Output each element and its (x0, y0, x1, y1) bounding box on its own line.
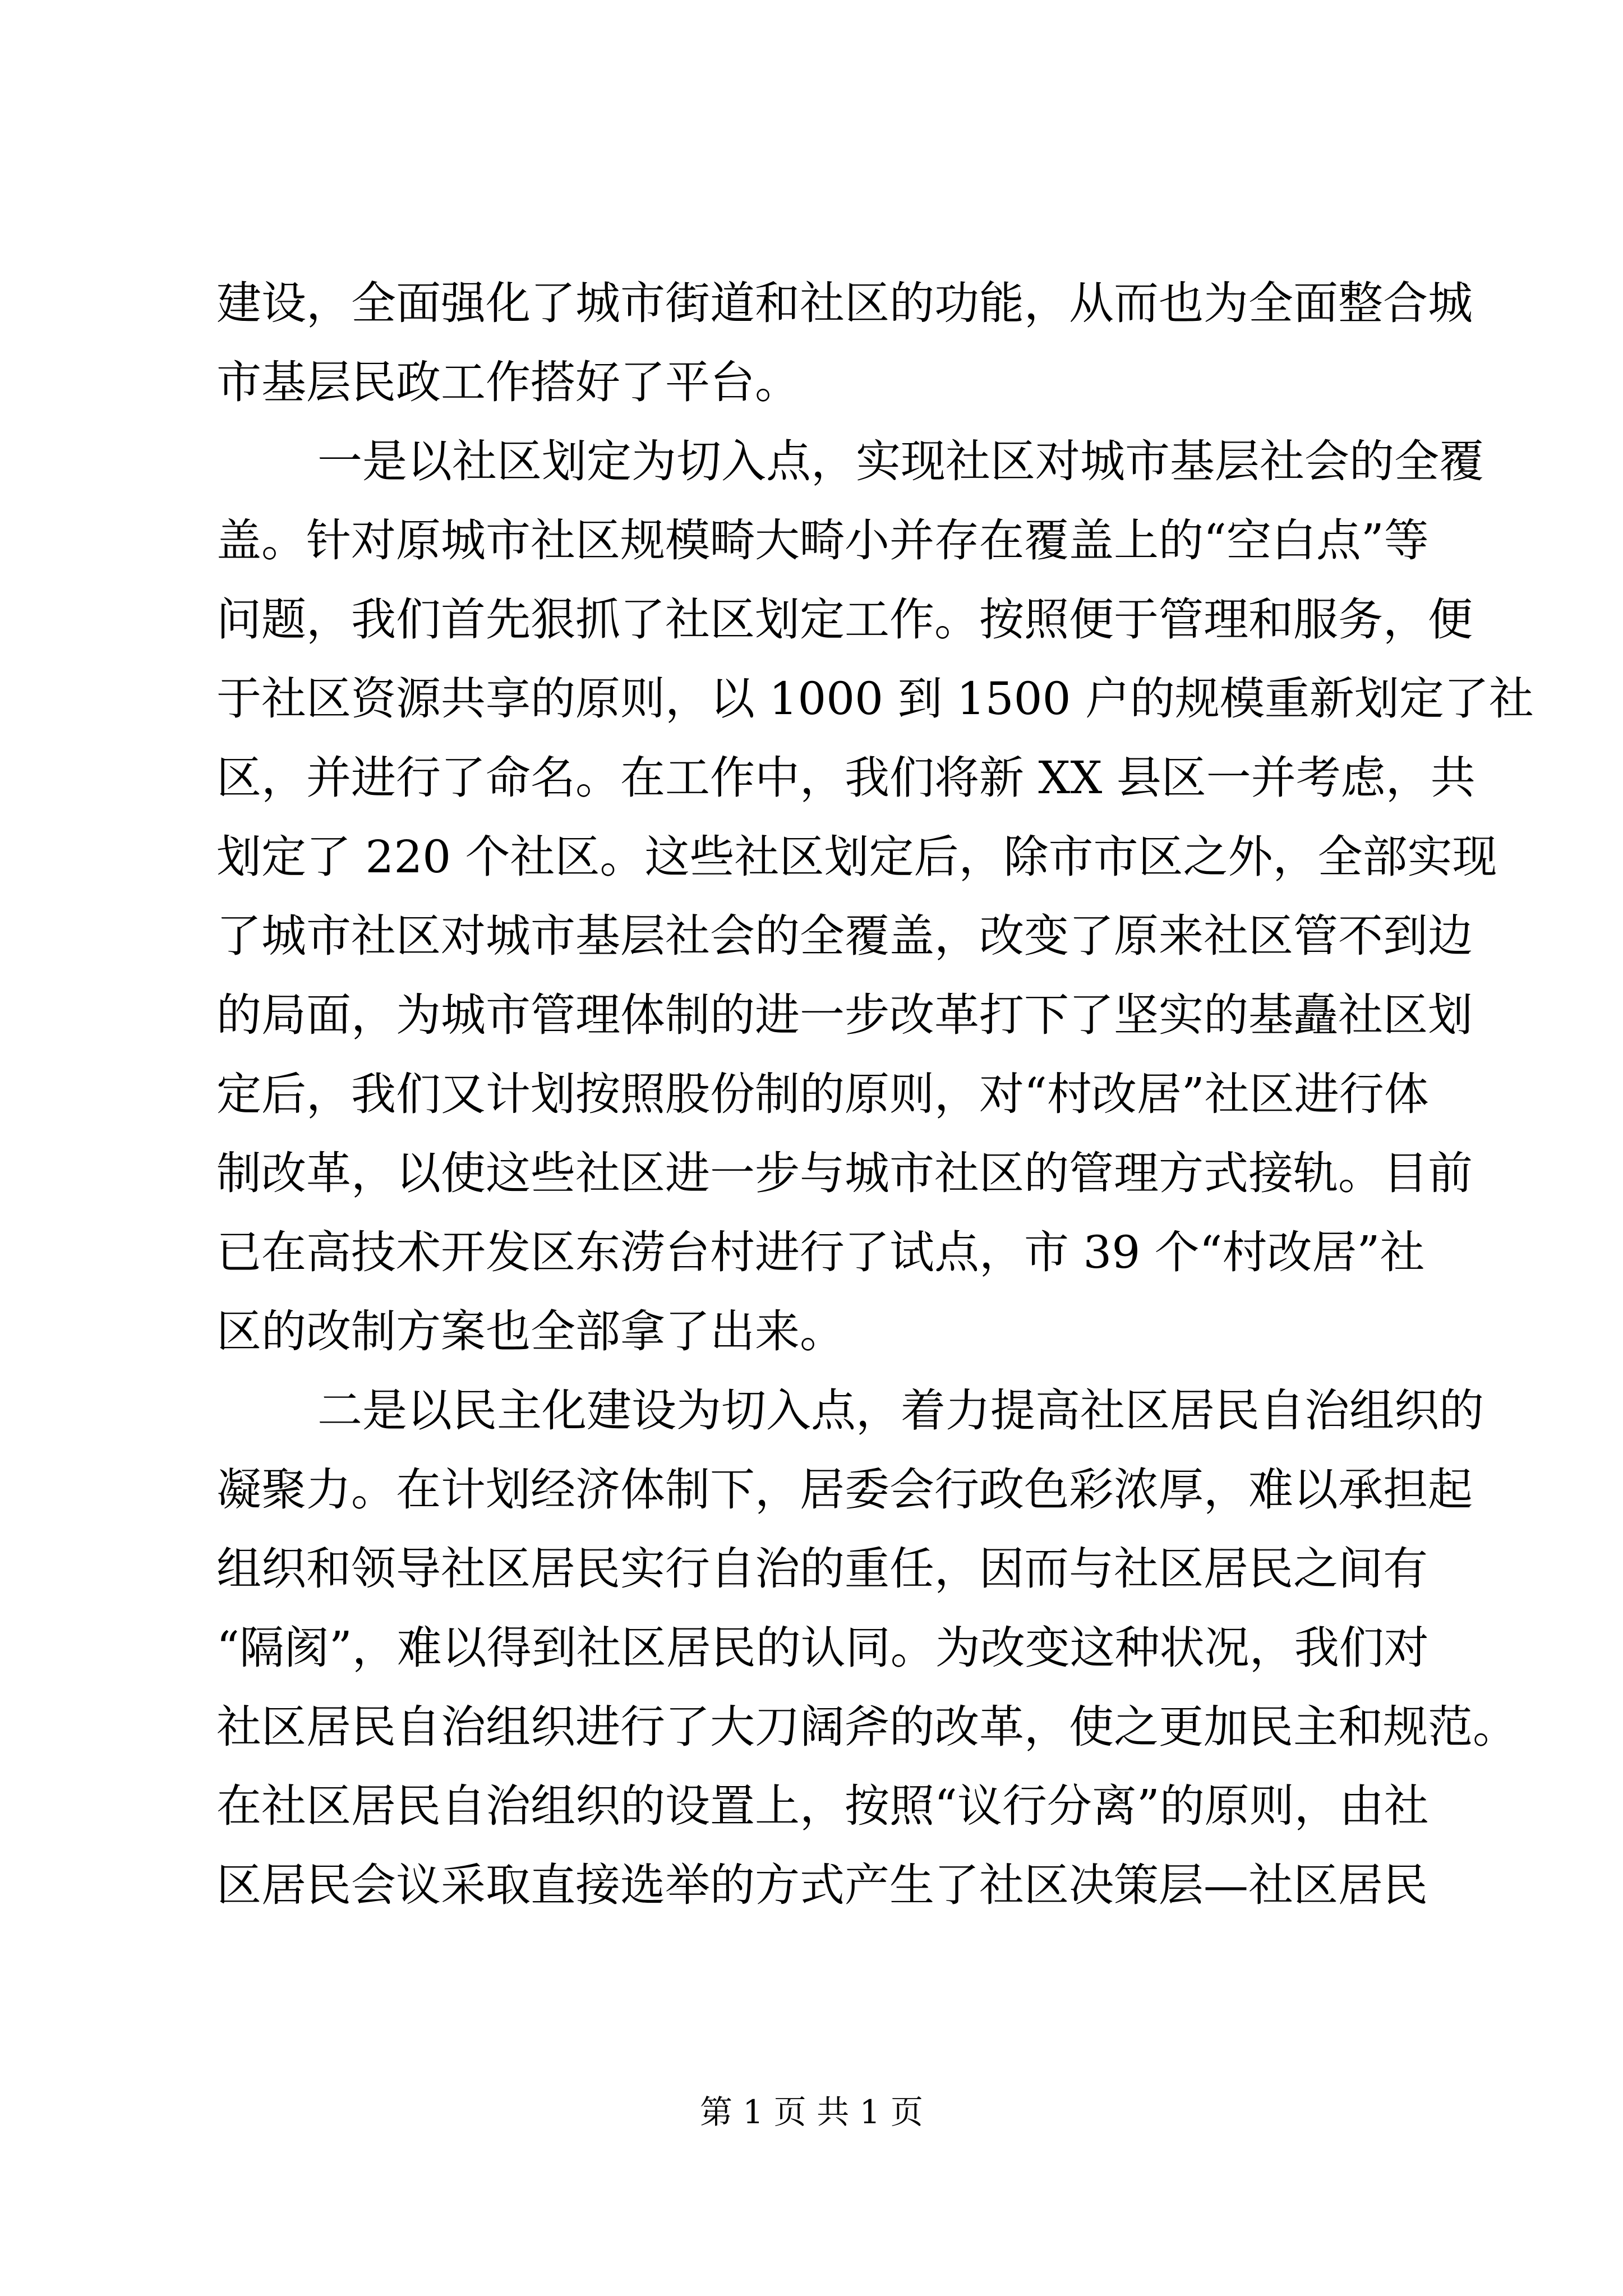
text-line: 组织和领导社区居民实行自治的重任，因而与社区居民之间有 (216, 1543, 1428, 1595)
text-line: 建设，全面强化了城市街道和社区的功能，从而也为全面整合城 (216, 277, 1473, 329)
text-line: 市基层民政工作搭好了平台。 (216, 356, 800, 408)
text-line: 了城市社区对城市基层社会的全覆盖，改变了原来社区管不到边 (216, 910, 1473, 962)
text-line: 于社区资源共享的原则，以 1000 到 1500 户的规模重新划定了社 (216, 673, 1534, 725)
paragraph-start-line: 二是以民主化建设为切入点，着力提高社区居民自治组织的 (317, 1384, 1484, 1437)
page-footer (0, 2090, 1623, 2134)
text-line: 定后，我们又计划按照股份制的原则，对“村改居”社区进行体 (216, 1068, 1429, 1120)
text-line: 区的改制方案也全部拿了出来。 (216, 1305, 845, 1358)
text-line: 凝聚力。在计划经济体制下，居委会行政色彩浓厚，难以承担起 (216, 1464, 1473, 1516)
text-line: 在社区居民自治组织的设置上，按照“议行分离”的原则，由社 (216, 1780, 1429, 1832)
text-line: 已在高技术开发区东涝台村进行了试点，市 39 个“村改居”社 (216, 1226, 1425, 1278)
page-number-label: 第 1 页 共 1 页 (700, 2093, 923, 2131)
text-line: “隔阂”，难以得到社区居民的认同。为改变这种状况，我们对 (216, 1622, 1429, 1674)
document-body (216, 264, 1534, 1925)
paragraph-start-line: 一是以社区划定为切入点，实现社区对城市基层社会的全覆 (317, 435, 1484, 487)
text-line: 的局面，为城市管理体制的进一步改革打下了坚实的基矗社区划 (216, 989, 1473, 1041)
text-line: 制改革，以使这些社区进一步与城市社区的管理方式接轨。目前 (216, 1147, 1473, 1199)
text-line: 问题，我们首先狠抓了社区划定工作。按照便于管理和服务，便 (216, 593, 1473, 646)
text-line: 区居民会议采取直接选举的方式产生了社区决策层—社区居民 (216, 1859, 1428, 1911)
text-line: 社区居民自治组织进行了大刀阔斧的改革，使之更加民主和规范。 (216, 1701, 1518, 1753)
text-line: 划定了 220 个社区。这些社区划定后，除市市区之外，全部实现 (216, 831, 1497, 883)
text-line: 区，并进行了命名。在工作中，我们将新 XX 县区一并考虑，共 (216, 752, 1476, 804)
text-line: 盖。针对原城市社区规模畸大畸小并存在覆盖上的“空白点”等 (216, 514, 1429, 567)
